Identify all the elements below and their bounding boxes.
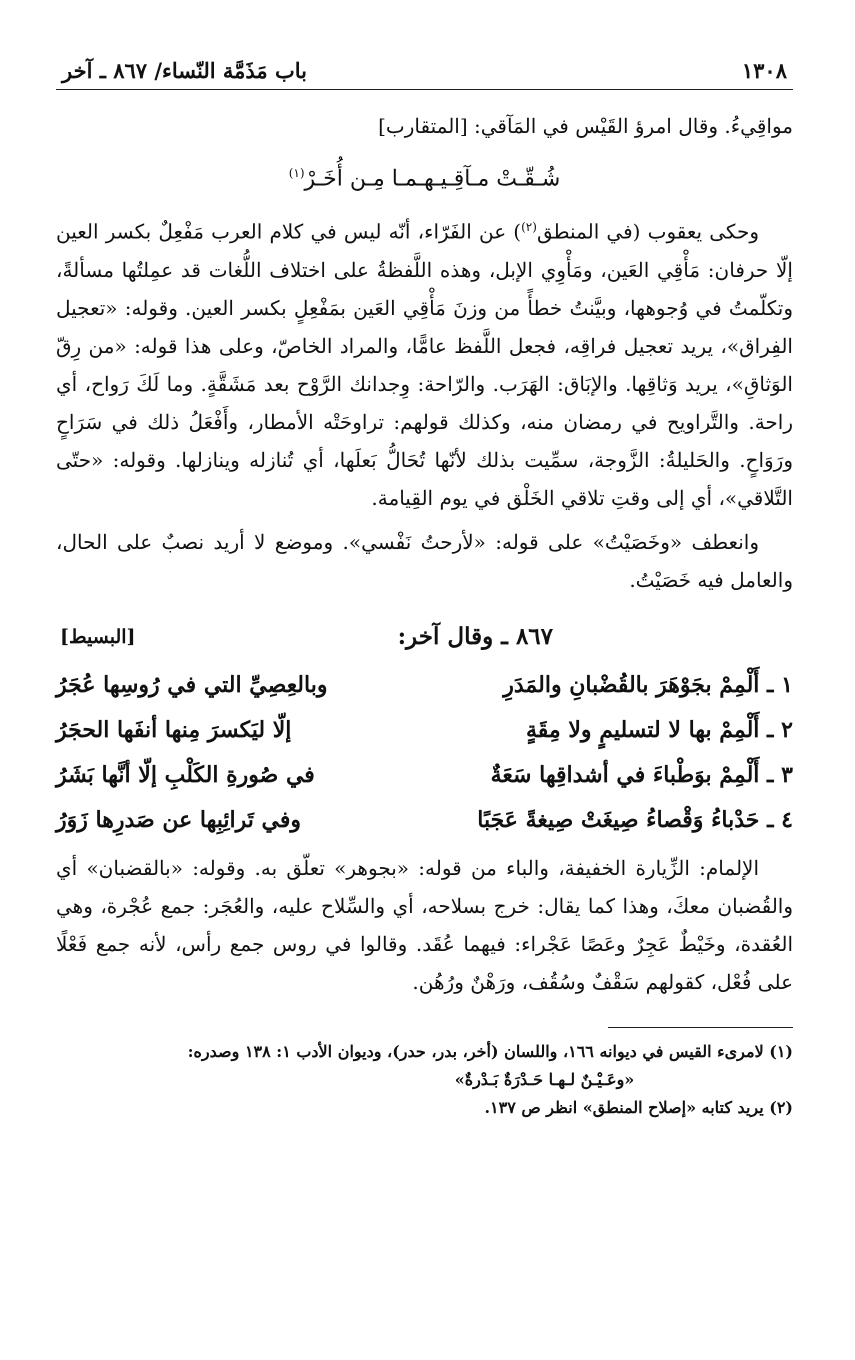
running-header: [56, 58, 793, 90]
paragraph-1-rest: ) عن الفَرّاء، أنّه ليس في كلام العرب مَفْعِلٌ بكسر العين إلّا حرفان: مَأْقِي العَين، ومَأْوِي الإبل، وهذه اللَّفظةُ على اختلاف اللُّغات قد عمِلتُها مسألةً، وتكلّمتُ في وُجوهها، وبيَّنتُ خطأً من وزنَ مَأْقِي العَين بمَفْعِلٍ بكسر العين. وقوله: «تعجيل الفِراق»، يريد تعجيل فراقِه، فجعل اللَّفظ عامًّا، والمراد الخاصّ، وعلى هذا قوله: «من رِقّ الوَثاقِ»، يريد وَثاقِها. والإبَاق: الهَرَب. والرّاحة: وِجدانك الرَّوْح بعد مَشَقَّةٍ. وما لَكَ رَواح، أي راحة. والتَّراويح في رمضان منه، وكذلك قولهم: تراوحَتْه الأمطار، وأَفْعَلُ ذلك في سَرَاحٍ ورَوَاحٍ. والحَليلةُ: الزَّوجة، سمِّيت بذلك لأنّها تُحَالُّ بَعلَها، أي تُنازله وينازلها. وقوله: «حتّى التَّلاقي»، أي إلى وقتِ تلاقي الخَلْق في يوم القِيامة.: [56, 219, 793, 510]
poem: [56, 663, 793, 843]
commentary: الإلمام: الزِّيارة الخفيفة، والباء من قوله: «بجوهر» تعلّق به. وقوله: «بالقضبان» أي والقُضبان معكَ، وهذا كما يقال: خرج بسلاحه، أي والسِّلاح عليه، والعُجَر: جمع عُجْرة، وهي العُقدة، وخَيْطٌ عَجِرٌ وعَصًا عَجْراء: فيهما عُقَد. وقالوا في روس جمع رأس، لأنه جمع فَعْلًا على فُعْل، كقولهم سَقْفٌ وسُقُف، ورَهْنٌ ورُهُن.: [56, 855, 793, 994]
second-hemistich: إلّا ليَكسرَ مِنها أنفَها الحجَرُ: [56, 716, 292, 743]
second-hemistich: وبالعِصِيِّ التي في رُوسِها عُجَرُ: [56, 671, 328, 698]
section-heading: [56, 617, 793, 657]
first-hemistich: ٤ ـ حَدْباءُ وَقْصاءُ صِيغَتْ صِيغةً عَجَبًا: [477, 806, 793, 833]
intro-line: مواقِيءُ. وقال امرؤ القَيْس في المَآقي: [المتقارب]: [378, 114, 793, 138]
first-hemistich: ٣ ـ أَلْمِمْ بوَطْباءَ في أشداقِها سَعَةٌ: [490, 761, 793, 788]
paragraph-1: [56, 208, 793, 517]
poem-line: [56, 753, 793, 798]
footnote-divider: [608, 1027, 793, 1028]
poem-line: [56, 663, 793, 708]
poem-line: [56, 708, 793, 753]
paragraph-2: وانعطف «وخَصَيْتُ» على قوله: «لأرحتُ نَفْسي». وموضع لا أريد نصبٌ على الحال، والعامل فيه خَصَيْتُ.: [56, 529, 793, 592]
footnote-ref-2: (٢): [521, 220, 537, 235]
page-number: ١٣٠٨: [741, 58, 787, 83]
quoted-hemistich: [56, 150, 793, 202]
first-hemistich: ١ ـ أَلْمِمْ بجَوْهَرَ بالقُضْبانِ والمَدَرِ: [503, 671, 793, 698]
second-hemistich: في صُورةِ الكَلْبِ إلّا أنَّها بَشَرُ: [56, 761, 315, 788]
first-hemistich: ٢ ـ أَلْمِمْ بها لا لتسليمٍ ولا مِقَةٍ: [526, 716, 793, 743]
section-title: ٨٦٧ ـ وقال آخر:: [397, 622, 553, 650]
footnote-1-verse: «وعَـيْـنٌ لـهـا حَـدْرَةٌ بَـدْرةٌ»: [454, 1069, 635, 1089]
second-hemistich: وفي تَرائِبِها عن صَدرِها زَوَرُ: [56, 806, 301, 833]
poem-line: [56, 798, 793, 843]
running-title: باب مَذَمَّة النّساء/ ٨٦٧ ـ آخر: [62, 58, 308, 83]
paragraph-1-start: وحكى يعقوب (في المنطق: [536, 219, 759, 244]
meter-label: [البسيط]: [60, 625, 136, 648]
footnote-ref-1: (١): [288, 166, 305, 180]
quoted-hemistich-text: شُـقّـتْ مـآقِـيـهـمـا مِـن أُخَـرْ: [304, 166, 561, 192]
footnote-1: (١) لامرىء القيس في ديوانه ١٦٦، واللسان (أخر، بدر، حدر)، وديوان الأدب ١: ١٣٨ وصدره:: [187, 1041, 793, 1061]
footnote-2: (٢) يريد كتابه «إصلاح المنطق» انظر ص ١٣٧.: [484, 1097, 793, 1117]
footnotes: [56, 1038, 793, 1122]
